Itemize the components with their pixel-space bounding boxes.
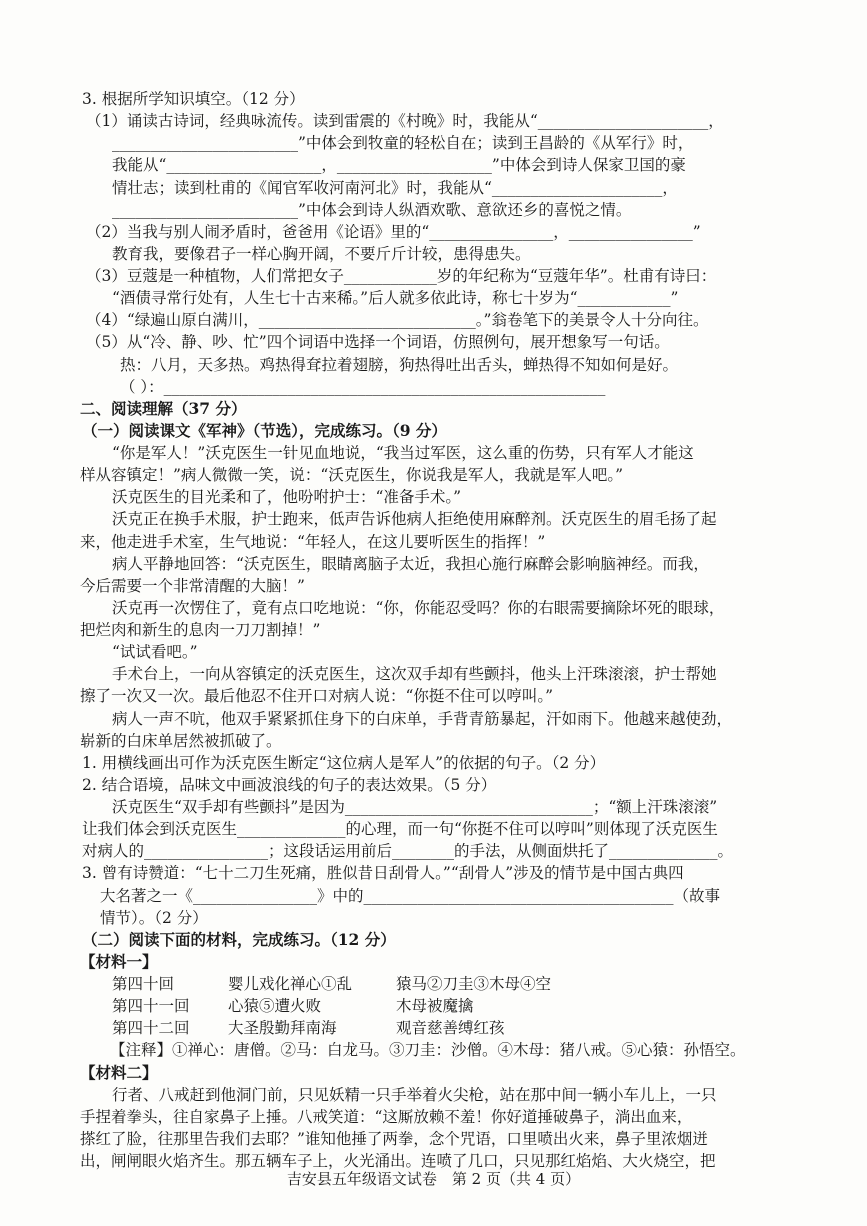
text-line: 2. 结合语境，品味文中画波浪线的句子的表达效果。（5 分） (82, 775, 497, 794)
text-line: 擦了一次又一次。最后他忍不住开口对病人说：“你挺不住可以哼叫。” (80, 687, 554, 706)
text-line: （二）阅读下面的材料，完成练习。（12 分） (82, 929, 396, 949)
text-line: 教育我，要像君子一样心胸开阔，不要斤斤计较，患得患失。 (112, 244, 531, 263)
text-line: “酒债寻常行处有，人生七十古来稀。”后人就多依此诗，称七十岁为“____________” (112, 289, 679, 308)
chapter-number: 第四十一回 (112, 997, 190, 1016)
text-line: （4）“绿遍山原白满川，____________________________。”翁卷笔下的美景令人十分向往。 (86, 311, 709, 330)
text-line: 【材料二】 (80, 1062, 158, 1082)
text-line: 沃克医生的目光柔和了，他吩咐护士：“准备手术。” (112, 488, 462, 507)
text-line: 崭新的白床单居然被抓破了。 (80, 731, 282, 750)
text-line: ________________________”中体会到诗人纵酒欢歌、意欲还乡的喜悦之情。 (112, 200, 632, 219)
chapter-title-a: 心猿⑤遭火败 (228, 997, 322, 1016)
text-line: （一）阅读课文《军神》（节选），完成练习。（9 分） (82, 420, 447, 440)
text-line: 搽红了脸，往那里告我们去耶？”谁知他捶了两拳，念个咒语，口里喷出火来，鼻子里浓烟迸 (80, 1129, 708, 1148)
chapter-title-a: 婴儿戏化禅心①乱 (228, 975, 353, 993)
text-line: 病人一声不吭，他双手紧紧抓住身下的白床单，手背青筋暴起，汗如雨下。他越来越使劲， (112, 709, 733, 728)
text-line: 【注释】①禅心：唐僧。②马：白龙马。③刀圭：沙僧。④木母：猪八戒。⑤心猿：孙悟空。 (110, 1041, 746, 1060)
text-line: 1. 用横线画出可作为沃克医生断定“这位病人是军人”的依据的句子。（2 分） (82, 753, 606, 772)
chapter-title-a: 大圣殷勤拜南海 (228, 1019, 337, 1038)
text-line: 沃克正在换手术服，护士跑来，低声告诉他病人拒绝使用麻醉剂。沃克医生的眉毛扬了起 (112, 510, 717, 529)
text-line: （2）当我与别人闹矛盾时，爸爸用《论语》里的“________________，________________” (86, 222, 701, 241)
text-line: 3. 根据所学知识填空。（12 分） (82, 90, 305, 108)
text-line: 沃克医生“双手却有些颤抖”是因为________________________________；“额上汗珠滚滚” (112, 798, 718, 816)
text-line: 样从容镇定！”病人微微一笑，说：“沃克医生，你说我是军人，我就是军人吧。” (80, 466, 624, 485)
chapter-title-b: 猿马②刀圭③木母④空 (396, 975, 552, 993)
text-line: （3）豆蔻是一种植物，人们常把女子____________岁的年纪称为“豆蔻年华”。杜甫有诗曰： (86, 267, 717, 285)
text-line: 我能从“____________________，____________________”中体会到诗人保家卫国的豪 (112, 156, 686, 175)
text-line: 行者、八戒赶到他洞门前，只见妖精一只手举着火尖枪，站在那中间一辆小车儿上，一只 (112, 1085, 717, 1104)
text-line: 让我们体会到沃克医生______________的心理，而一句“你挺不住可以哼叫”则体现了沃克医生 (82, 820, 718, 839)
text-line: 出，闸闸眼火焰齐生。那五辆车子上，火光涌出。连喷了几口，只见那红焰焰、大火烧空，把 (80, 1152, 716, 1170)
page-footer: 吉安县五年级语文试卷 第 2 页（共 4 页） (286, 1170, 581, 1188)
text-line: （ ）：_________________________________________________________ (120, 377, 606, 396)
text-line: 今后需要一个非常清醒的大脑！” (80, 576, 305, 595)
text-line: 大名著之一《________________》中的________________________________________（故事 (100, 886, 721, 905)
text-line: 来，他走进手术室，生气地说：“年轻人，在这儿要听医生的指挥！” (80, 532, 546, 551)
chapter-title-b: 木母被魔擒 (396, 997, 474, 1016)
text-line: ________________________”中体会到牧童的轻松自在；读到王昌龄的《从军行》时， (112, 134, 694, 153)
text-line: 手捏着拳头，往自家鼻子上捶。八戒笑道：“这厮放赖不羞！你好道捶破鼻子，淌出血来， (80, 1107, 693, 1126)
text-line: 沃克再一次愣住了，竟有点口吃地说：“你，你能忍受吗？你的右眼需要摘除坏死的眼球， (112, 598, 725, 617)
text-line: 二、阅读理解（37 分） (80, 398, 247, 418)
text-line: 手术台上，一向从容镇定的沃克医生，这次双手却有些颤抖，他头上汗珠滚滚，护士帮她 (112, 665, 717, 684)
text-line: （5）从“冷、静、吵、忙”四个词语中选择一个词语，仿照例句，展开想象写一句话。 (86, 333, 670, 352)
chapter-title-b: 观音慈善缚红孩 (396, 1019, 505, 1038)
text-line: 病人平静地回答：“沃克医生，眼睛离脑子太近，我担心施行麻醉会影响脑神经。而我， (112, 554, 709, 573)
text-line: 热：八月，天多热。鸡热得耷拉着翅膀，狗热得吐出舌头，蝉热得不知如何是好。 (120, 355, 679, 374)
text-line: 3. 曾有诗赞道：“七十二刀生死痛，胜似昔日刮骨人。”“刮骨人”涉及的情节是中国古典四 (82, 864, 684, 883)
text-line: 对病人的________________；这段话运用前后________的手法，从侧面烘托了______________。 (82, 842, 734, 861)
chapter-number: 第四十回 (112, 975, 175, 993)
text-line: 【材料一】 (80, 951, 158, 971)
text-line: 把烂肉和新生的息肉一刀刀割掉！” (80, 621, 321, 639)
chapter-number: 第四十二回 (112, 1019, 190, 1038)
text-line: “试试看吧。” (112, 643, 198, 662)
text-line: 情壮志；读到杜甫的《闻官军收河南河北》时，我能从“______________________， (112, 178, 678, 197)
text-line: （1）诵读古诗词，经典咏流传。读到雷震的《村晚》时，我能从“______________________， (86, 112, 724, 131)
text-line: “你是军人！”沃克医生一针见血地说，“我当过军医，这么重的伤势，只有军人才能这 (112, 444, 694, 462)
text-line: 情节）。（2 分） (100, 908, 208, 927)
